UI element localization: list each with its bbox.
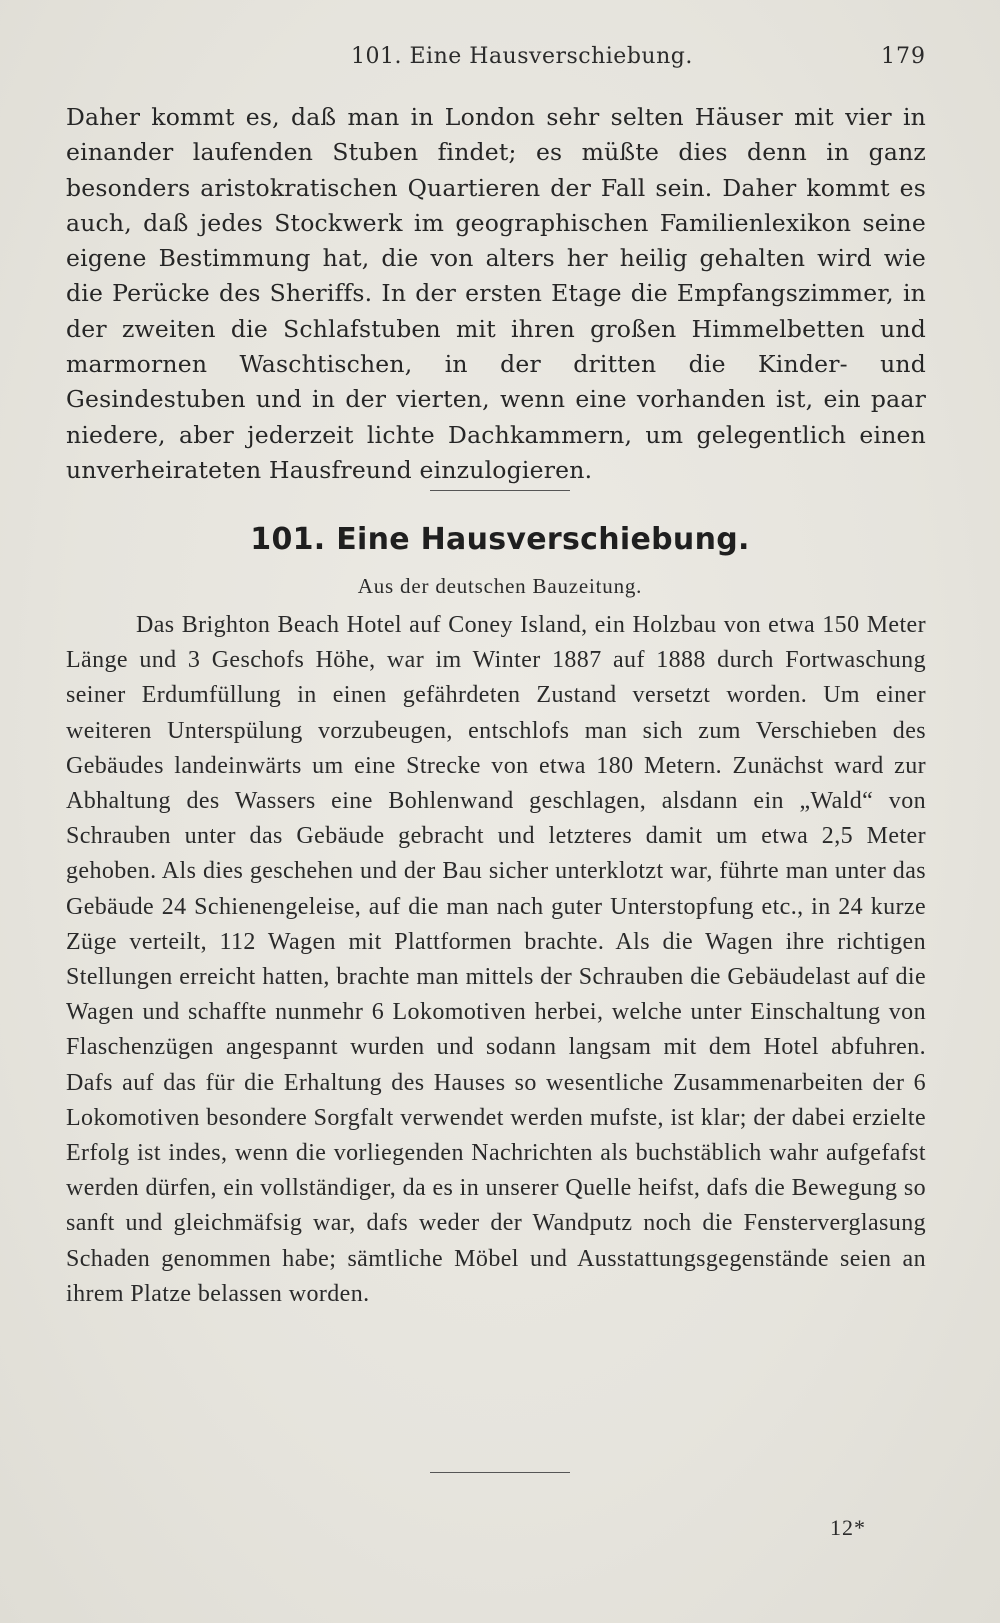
source-line: Aus der deutschen Bauzeitung. xyxy=(357,574,643,598)
running-head xyxy=(66,44,926,84)
signature-mark: 12* xyxy=(830,1515,866,1540)
continuation-paragraph: Daher kommt es, daß man in London sehr selten Häuser mit vier in einander laufenden Stuben findet; es müßte dies denn in ganz besonders aristokratischen Quartieren der Fall sein. Daher kommt es auch, daß jedes Stockwerk im geographischen Familienlexikon seine eigene Bestimmung hat, die von alters her heilig gehalten wird wie die Perücke des Sheriffs. In der ersten Etage die Empfangszimmer, in der zweiten die Schlafstuben mit ihren großen Himmelbetten und marmornen Waschtischen, in der dritten die Kinder- und Gesindestuben und in der vierten, wenn eine vorhanden ist, ein paar niedere, aber jederzeit lichte Dachkammern, um gelegentlich einen unverheirateten Hausfreund einzulogieren. xyxy=(66,103,926,484)
running-title: 101. Eine Hausverschiebung. xyxy=(351,44,693,69)
page-number: 179 xyxy=(881,44,926,69)
section-heading: 101. Eine Hausverschiebung. xyxy=(250,522,750,557)
end-divider xyxy=(430,1472,570,1473)
section-divider xyxy=(430,490,570,491)
article-body: Das Brighton Beach Hotel auf Coney Island, ein Holzbau von etwa 150 Meter Länge und 3 Geschofs Höhe, war im Winter 1887 auf 1888 durch Fortwaschung seiner Erdumfüllung in einen gefährdeten Zustand versetzt worden. Um einer weiteren Unterspülung vorzubeugen, entschlofs man sich zum Verschieben des Gebäudes landeinwärts um eine Strecke von etwa 180 Metern. Zunächst ward zur Abhaltung des Wassers eine Bohlenwand geschlagen, alsdann ein „Wald“ von Schrauben unter das Gebäude gebracht und letzteres damit um etwa 2,5 Meter gehoben. Als dies geschehen und der Bau sicher unterklotzt war, führte man unter das Gebäude 24 Schienengeleise, auf die man nach guter Unterstopfung etc., in 24 kurze Züge verteilt, 112 Wagen mit Plattformen brachte. Als die Wagen ihre richtigen Stellungen erreicht hatten, brachte man mittels der Schrauben die Gebäudelast auf die Wagen und schaffte nunmehr 6 Lokomotiven herbei, welche unter Einschaltung von Flaschenzügen angespannt wurden und sodann langsam mit dem Hotel abfuhren. Dafs auf das für die Erhaltung des Hauses so wesentliche Zusammenarbeiten der 6 Lokomotiven besondere Sorgfalt verwendet werden mufste, ist klar; der dabei erzielte Erfolg ist indes, wenn die vorliegenden Nachrichten als buchstäblich wahr aufgefafst werden dürfen, ein vollständiger, da es in unserer Quelle heifst, dafs die Bewegung so sanft und gleichmäfsig war, dafs weder der Wandputz noch die Fensterverglasung Schaden genommen habe; sämtliche Möbel und Ausstattungsgegenstände seien an ihrem Platze belassen worden. xyxy=(66,612,926,1307)
